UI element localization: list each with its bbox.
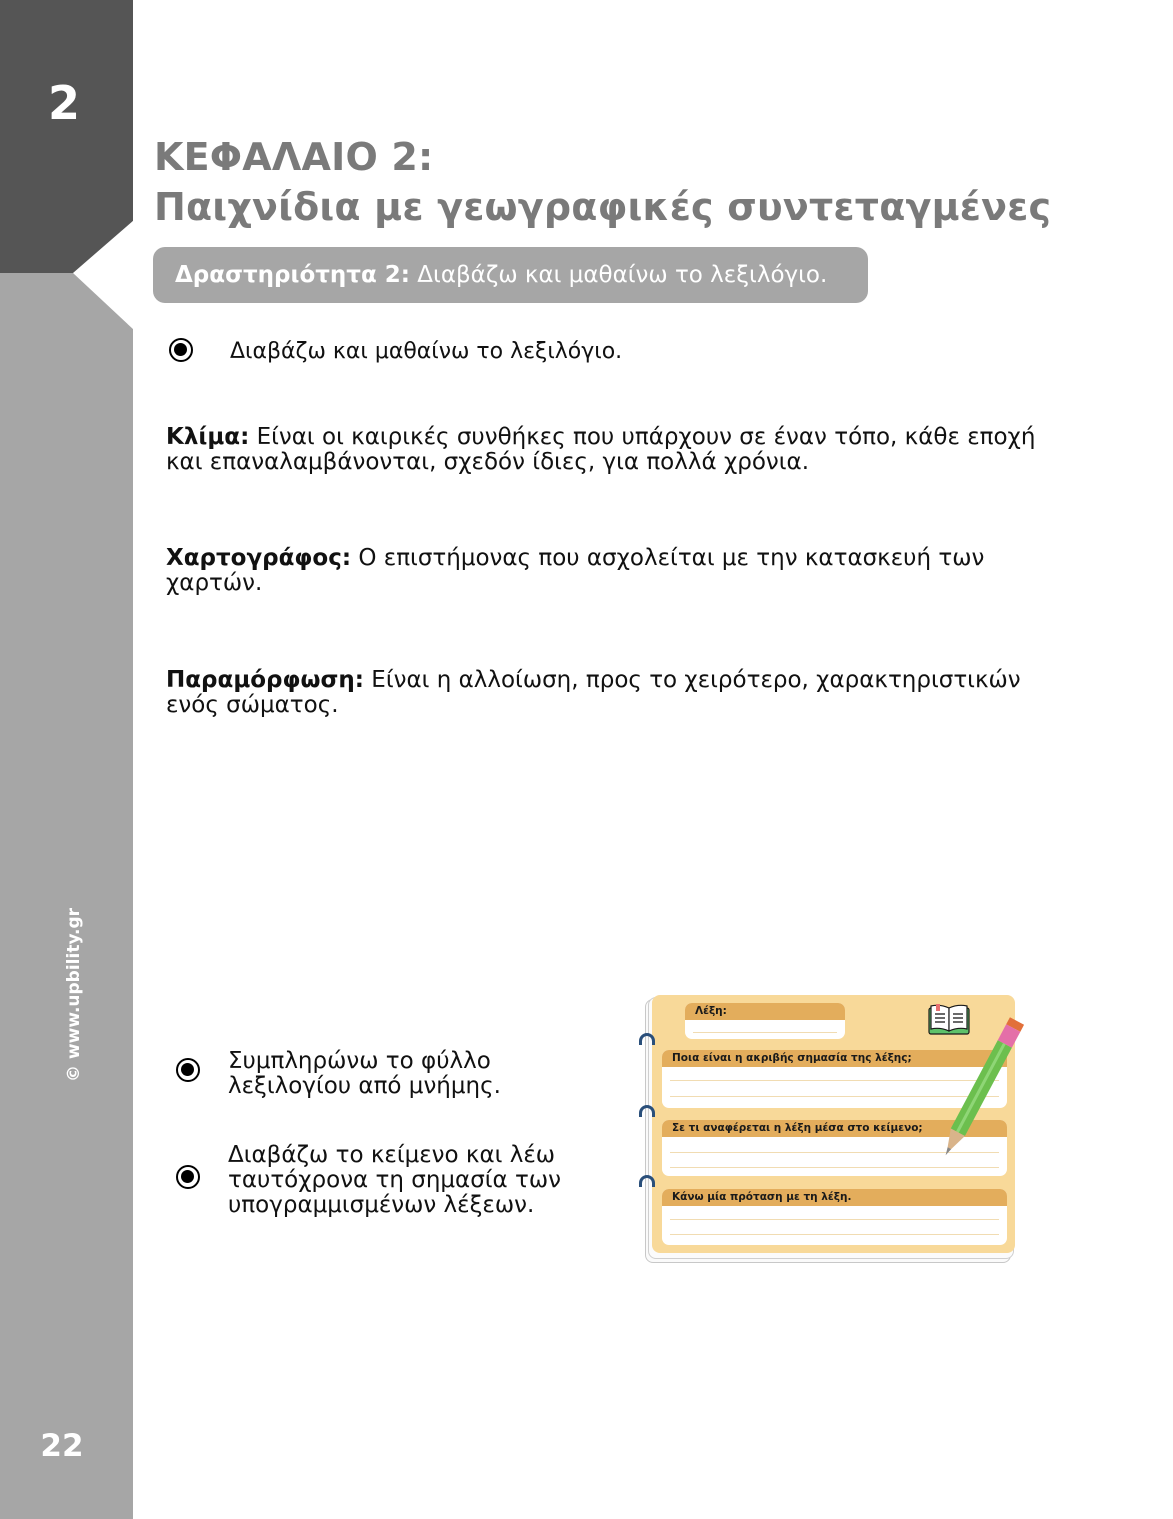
sentence-field xyxy=(662,1189,1007,1245)
copyright-watermark: © www.upbility.gr xyxy=(64,908,84,1082)
definition-distortion xyxy=(166,668,1046,718)
vocabulary-sheet-illustration xyxy=(645,995,1015,1263)
ring-binder-icon xyxy=(639,1105,655,1117)
instruction-bullet-fill-sheet xyxy=(176,1049,501,1099)
activity-banner xyxy=(153,247,868,303)
activity-label: Δραστηριότητα 2: xyxy=(175,262,410,288)
sidebar-notch-shape xyxy=(0,220,134,330)
word-field xyxy=(685,1003,845,1039)
definition-term: Κλίμα: xyxy=(166,424,250,450)
activity-text: Διαβάζω και μαθαίνω το λεξιλόγιο. xyxy=(410,262,828,288)
definition-text: Είναι η αλλοίωση, προς το χειρότερο, χαρακτηριστικών ενός σώματος. xyxy=(166,667,1021,718)
context-field-label: Σε τι αναφέρεται η λέξη μέσα στο κείμενο; xyxy=(662,1120,1007,1137)
pencil-icon xyxy=(945,1013,1040,1173)
sidebar-strip xyxy=(0,273,133,1519)
definition-climate xyxy=(166,425,1046,475)
writing-line xyxy=(670,1234,999,1235)
meaning-field-label: Ποια είναι η ακριβής σημασία της λέξης; xyxy=(662,1050,1007,1067)
intro-bullet xyxy=(169,338,622,364)
instruction-bullet-read-text xyxy=(176,1143,561,1218)
instruction-text: Συμπληρώνω το φύλλο λεξιλογίου από μνήμης. xyxy=(228,1048,501,1099)
writing-line xyxy=(670,1219,999,1220)
definition-text: Είναι οι καιρικές συνθήκες που υπάρχουν σε έναν τόπο, κάθε εποχή και επαναλαμβάνονται, σχεδόν ίδιες, για πολλά χρόνια. xyxy=(166,424,1036,475)
definition-text: Ο επιστήμονας που ασχολείται με την κατασκευή των χαρτών. xyxy=(166,545,985,596)
ring-binder-icon xyxy=(639,1175,655,1187)
radio-bullet-icon xyxy=(176,1058,200,1082)
radio-bullet-icon xyxy=(169,338,193,362)
instruction-text: Διαβάζω το κείμενο και λέω ταυτόχρονα τη σημασία των υπογραμμισμένων λέξεων. xyxy=(228,1142,561,1218)
chapter-subtitle: Παιχνίδια με γεωγραφικές συντεταγμένες xyxy=(154,185,1052,229)
chapter-number: 2 xyxy=(47,76,80,130)
chapter-title xyxy=(154,132,1051,232)
chapter-label: ΚΕΦΑΛΑΙΟ 2: xyxy=(154,135,434,179)
word-field-label: Λέξη: xyxy=(685,1003,845,1020)
definition-term: Χαρτογράφος: xyxy=(166,545,352,571)
writing-line xyxy=(693,1032,837,1033)
sentence-field-label: Κάνω μία πρόταση με τη λέξη. xyxy=(662,1189,1007,1206)
radio-bullet-icon xyxy=(176,1165,200,1189)
ring-binder-icon xyxy=(639,1033,655,1045)
intro-bullet-text: Διαβάζω και μαθαίνω το λεξιλόγιο. xyxy=(230,339,623,364)
definition-term: Παραμόρφωση: xyxy=(166,667,364,693)
page-number: 22 xyxy=(40,1428,84,1464)
definition-cartographer xyxy=(166,546,1046,596)
